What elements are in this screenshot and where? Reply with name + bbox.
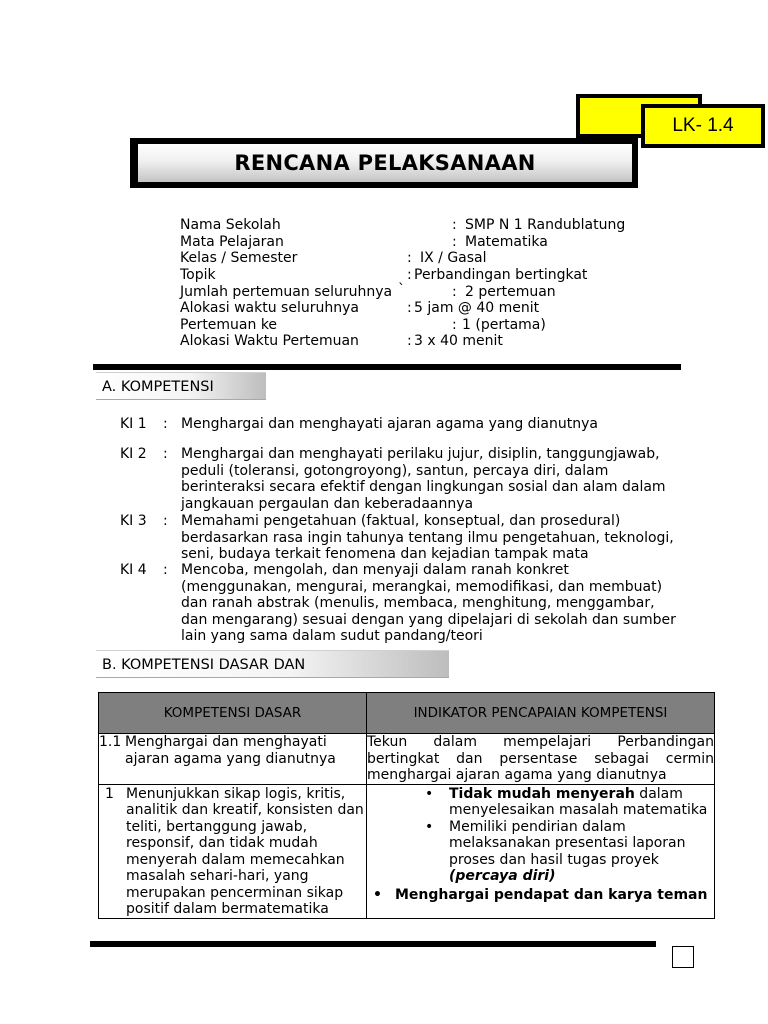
section-b-heading-text: B. KOMPETENSI DASAR DAN <box>102 657 306 673</box>
identity-sep: : <box>407 250 412 266</box>
lk-badge-label: LK- 1.4 <box>672 115 734 136</box>
ki-code: KI 4 <box>120 562 147 578</box>
kd-number: 1 <box>105 785 114 802</box>
indicator-bold-text: Tidak mudah menyerah <box>449 785 635 802</box>
ki-sep: : <box>163 416 168 432</box>
indicator-text: dalam menyelesaikan masalah matematika <box>449 785 708 818</box>
indicator-text: Memiliki pendirian dalam melaksanakan presentasi laporan proses dan hasil tugas proyek <box>449 818 686 868</box>
identity-sep: : <box>407 300 412 316</box>
lk-badge <box>641 104 765 148</box>
identity-sep: : <box>452 284 457 300</box>
identity-label: Mata Pelajaran <box>180 234 284 250</box>
identity-value: Matematika <box>465 234 548 250</box>
indicator-cell <box>367 734 715 785</box>
identity-sep: : <box>452 217 457 233</box>
identity-sep: : <box>407 333 412 349</box>
identity-label: Jumlah pertemuan seluruhnya <box>180 284 393 300</box>
identity-label: Pertemuan ke <box>180 317 278 333</box>
identity-label: Nama Sekolah <box>180 217 281 233</box>
identity-stray-mark: ` <box>398 282 405 298</box>
identity-value: 2 pertemuan <box>465 284 556 300</box>
ki-text: Mencoba, mengolah, dan menyaji dalam ranah konkret (menggunakan, mengurai, merangkai, memodifikasi, dan membuat) dan ranah abstrak (menulis, membaca, menghitung, menggambar, dan mengarang) sesuai dengan yang dipelajari di sekolah dan sumber lain yang sama dalam sudut pandang/teori <box>181 562 676 644</box>
indicator-list-item <box>367 786 710 819</box>
page-title-text: RENCANA PELAKSANAAN <box>234 151 536 175</box>
kd-text: Menunjukkan sikap logis, kritis, analitik dan kreatif, konsisten dan teliti, bertanggung jawab, responsif, dan tidak mudah menyerah dalam memecahkan masalah sehari-hari, yang merupakan pencerminan sikap positif dalam bermatematika <box>126 785 364 917</box>
kd-cell <box>99 784 367 918</box>
identity-value: Perbandingan bertingkat <box>414 267 588 283</box>
identity-label: Topik <box>180 267 216 283</box>
bullet-icon: • <box>425 818 434 835</box>
section-b-heading <box>96 650 449 678</box>
ki-code: KI 2 <box>120 446 147 462</box>
ki-text: Menghargai dan menghayati ajaran agama yang dianutnya <box>181 416 598 432</box>
kd-number: 1.1 <box>99 734 122 750</box>
table-row <box>99 784 715 918</box>
indicator-list-item <box>367 887 710 904</box>
section-a-heading <box>96 372 266 400</box>
table-header-row <box>99 693 715 734</box>
indicator-emphasis-text: (percaya diri) <box>449 868 556 884</box>
identity-sep: : <box>407 267 412 283</box>
identity-value: 3 x 40 menit <box>414 333 503 349</box>
indicator-list-item <box>367 819 710 885</box>
ki-sep: : <box>163 513 168 529</box>
page-title <box>138 144 632 182</box>
identity-label: Alokasi Waktu Pertemuan <box>180 333 359 349</box>
indicator-cell <box>367 784 715 918</box>
ki-text: Menghargai dan menghayati perilaku jujur, disiplin, tanggungjawab, peduli (toleransi, gotongroyong), santun, percaya diri, dalam berinteraksi secara efektif dengan lingkungan sosial dan alam dalam jangkauan pergaulan dan keberadaannya <box>181 446 666 512</box>
indicator-bold-text: Menghargai pendapat dan karya teman <box>395 886 708 903</box>
identity-value: IX / Gasal <box>420 250 487 266</box>
ki-text: Memahami pengetahuan (faktual, konseptual, dan prosedural) berdasarkan rasa ingin tahunya tentang ilmu pengetahuan, teknologi, seni, budaya terkait fenomena dan kejadian tampak mata <box>181 513 674 562</box>
divider-rule <box>93 364 681 370</box>
identity-value: 1 (pertama) <box>462 317 546 333</box>
identity-label: Alokasi waktu seluruhnya <box>180 300 359 316</box>
identity-sep: : <box>452 234 457 250</box>
competency-table <box>98 692 715 919</box>
section-a-heading-text: A. KOMPETENSI <box>102 379 214 395</box>
header-indikator: INDIKATOR PENCAPAIAN KOMPETENSI <box>367 693 715 734</box>
ki-sep: : <box>163 562 168 578</box>
identity-value: SMP N 1 Randublatung <box>465 217 626 233</box>
identity-label: Kelas / Semester <box>180 250 298 266</box>
bullet-icon: • <box>373 886 382 903</box>
bullet-icon: • <box>425 785 434 802</box>
footer-rule <box>90 941 656 947</box>
identity-sep: : <box>452 317 457 333</box>
kd-text: Menghargai dan menghayati ajaran agama yang dianutnya <box>125 734 336 767</box>
ki-code: KI 3 <box>120 513 147 529</box>
header-kompetensi-dasar: KOMPETENSI DASAR <box>99 693 367 734</box>
page-number-box <box>672 946 694 968</box>
ki-code: KI 1 <box>120 416 147 432</box>
kd-cell <box>99 734 367 785</box>
identity-value: 5 jam @ 40 menit <box>414 300 540 316</box>
ki-sep: : <box>163 446 168 462</box>
table-row <box>99 734 715 785</box>
indicator-text: Tekun dalam mempelajari Perbandingan bertingkat dan persentase sebagai cermin menghargai ajaran agama yang dianutnya <box>367 734 714 783</box>
